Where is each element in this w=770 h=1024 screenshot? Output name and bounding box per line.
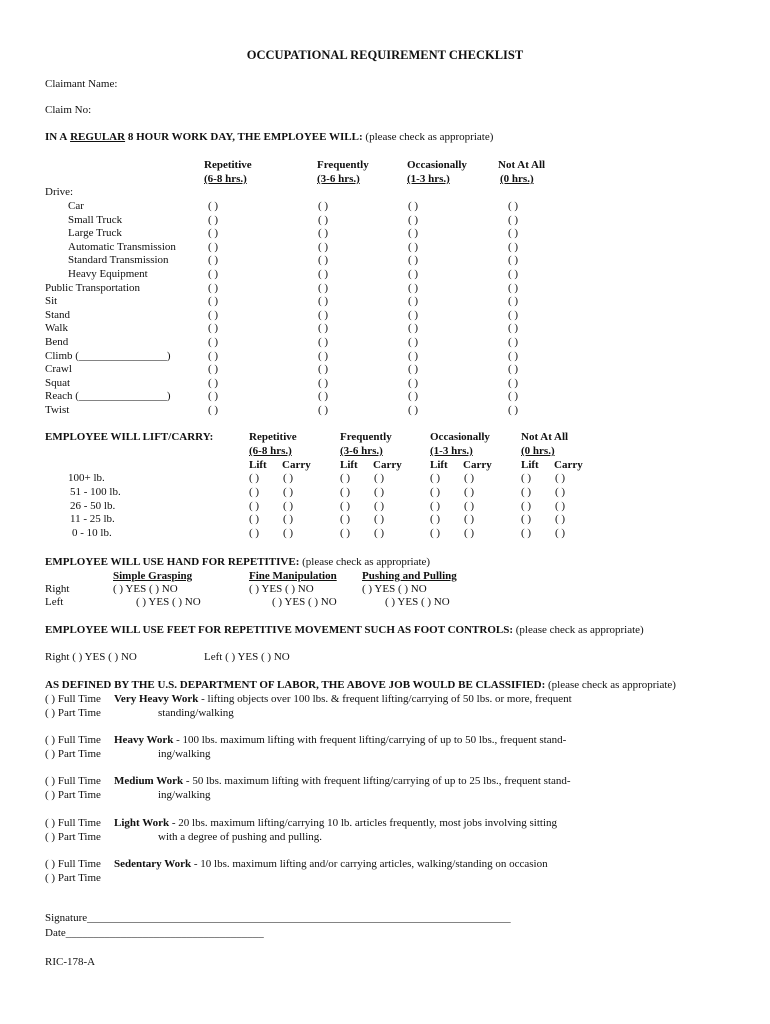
classification-name: Heavy Work: [114, 734, 174, 746]
checkbox-occasionally[interactable]: ( ): [408, 295, 419, 308]
checkbox-occasionally[interactable]: ( ): [408, 308, 419, 321]
classification-desc-cont: standing/walking: [158, 707, 234, 719]
hand-left-label: Left: [45, 596, 64, 608]
signature-line[interactable]: Signature_____________________________________________________________________________: [45, 912, 511, 924]
activity-label: Standard Transmission: [68, 254, 169, 267]
activity-label: Twist: [45, 404, 70, 416]
checkbox-frequently[interactable]: ( ): [318, 363, 329, 376]
activity-label: Sit: [45, 295, 58, 308]
checkbox-repetitive[interactable]: ( ): [208, 322, 219, 335]
checkbox-frequently[interactable]: ( ): [318, 390, 329, 403]
full-time-checkbox[interactable]: ( ) Full Time: [45, 775, 101, 787]
page-title: OCCUPATIONAL REQUIREMENT CHECKLIST: [246, 48, 524, 62]
checkbox-frequently[interactable]: ( ): [318, 308, 329, 321]
checkbox-repetitive[interactable]: ( ): [208, 227, 219, 240]
classification-desc: - 20 lbs. maximum lifting/carrying 10 lb. articles frequently, most jobs involving sitting: [169, 817, 558, 829]
lift-checkbox-repetitive[interactable]: ( ): [249, 485, 260, 498]
checkbox-frequently[interactable]: ( ): [318, 281, 329, 294]
classification-heading: [45, 679, 676, 692]
claim-number-label: Claim No:: [45, 104, 92, 116]
full-time-checkbox[interactable]: ( ) Full Time: [45, 858, 101, 870]
checkbox-occasionally[interactable]: ( ): [408, 349, 419, 362]
checkbox-repetitive[interactable]: ( ): [208, 268, 219, 280]
classification-desc: - 100 lbs. maximum lifting with frequent lifting/carrying of up to 50 lbs., frequent stand-: [173, 734, 567, 746]
checkbox-repetitive[interactable]: ( ): [208, 390, 219, 403]
part-time-checkbox[interactable]: ( ) Part Time: [45, 831, 101, 843]
activity-label: Crawl: [45, 363, 72, 376]
classification-desc: - 10 lbs. maximum lifting and/or carrying articles, walking/standing on occasion: [191, 858, 548, 870]
checkbox-not-at-all[interactable]: ( ): [508, 376, 519, 389]
workday-colon: :: [358, 131, 363, 143]
carry-checkbox-frequently[interactable]: ( ): [374, 499, 385, 512]
carry-checkbox-repetitive[interactable]: ( ): [283, 499, 294, 512]
lift-label: Lift: [249, 459, 267, 471]
checkbox-repetitive[interactable]: ( ): [208, 363, 219, 376]
weight-label: 26 - 50 lb.: [70, 499, 116, 512]
carry-checkbox-not-at-all[interactable]: ( ): [555, 472, 566, 484]
left-fine-manipulation-yesno[interactable]: ( ) YES ( ) NO: [272, 596, 337, 608]
carry-checkbox-occasionally[interactable]: ( ): [464, 513, 475, 526]
checkbox-occasionally[interactable]: ( ): [408, 227, 419, 240]
checkbox-repetitive[interactable]: ( ): [208, 349, 219, 362]
lift-header-frequently-range: (3-6 hrs.): [340, 445, 383, 457]
carry-checkbox-not-at-all[interactable]: ( ): [555, 499, 566, 512]
lift-carry-heading: EMPLOYEE WILL LIFT/CARRY:: [45, 431, 214, 443]
checkbox-frequently[interactable]: ( ): [318, 200, 329, 212]
checkbox-not-at-all[interactable]: ( ): [508, 308, 519, 321]
carry-label: Carry: [554, 459, 583, 471]
weight-label: 100+ lb.: [68, 472, 105, 484]
header-not-at-all-range: (0 hrs.): [500, 173, 534, 185]
checkbox-not-at-all[interactable]: ( ): [508, 254, 519, 267]
activity-label: Heavy Equipment: [68, 268, 148, 280]
carry-checkbox-frequently[interactable]: ( ): [374, 485, 385, 498]
full-time-checkbox[interactable]: ( ) Full Time: [45, 817, 101, 829]
weight-label: 11 - 25 lb.: [70, 513, 115, 526]
lift-header-occasionally: Occasionally: [430, 431, 490, 443]
carry-checkbox-occasionally[interactable]: ( ): [464, 527, 475, 540]
checkbox-occasionally[interactable]: ( ): [408, 200, 419, 212]
carry-checkbox-occasionally[interactable]: ( ): [464, 485, 475, 498]
activity-label: Walk: [45, 322, 68, 335]
checkbox-frequently[interactable]: ( ): [318, 404, 329, 416]
lift-checkbox-not-at-all[interactable]: ( ): [521, 499, 532, 512]
classification-desc-cont: ing/walking: [158, 789, 211, 801]
classification-colon: :: [541, 679, 546, 691]
checkbox-occasionally[interactable]: ( ): [408, 363, 419, 376]
checkbox-repetitive[interactable]: ( ): [208, 308, 219, 321]
workday-heading: [45, 131, 493, 144]
lift-checkbox-occasionally[interactable]: ( ): [430, 527, 441, 540]
lift-checkbox-occasionally[interactable]: ( ): [430, 499, 441, 512]
carry-checkbox-occasionally[interactable]: ( ): [464, 499, 475, 512]
classification-name: Light Work: [114, 817, 170, 829]
activity-label: Car: [68, 200, 84, 212]
activity-label: Stand: [45, 308, 71, 321]
lift-label: Lift: [340, 459, 358, 471]
checkbox-occasionally[interactable]: ( ): [408, 404, 419, 416]
checkbox-occasionally[interactable]: ( ): [408, 376, 419, 389]
checkbox-repetitive[interactable]: ( ): [208, 254, 219, 267]
checkbox-repetitive[interactable]: ( ): [208, 376, 219, 389]
activity-label: Automatic Transmission: [68, 240, 176, 253]
feet-heading: [45, 624, 644, 637]
classification-desc: - 50 lbs. maximum lifting with frequent lifting/carrying of up to 25 lbs., frequent stand-: [183, 775, 571, 787]
checkbox-not-at-all[interactable]: ( ): [508, 322, 519, 335]
checkbox-not-at-all[interactable]: ( ): [508, 295, 519, 308]
classification-desc-cont: with a degree of pushing and pulling.: [158, 831, 323, 843]
lift-label: Lift: [430, 459, 448, 471]
checkbox-occasionally[interactable]: ( ): [408, 240, 419, 253]
feet-right-yesno[interactable]: Right ( ) YES ( ) NO: [45, 651, 137, 663]
part-time-checkbox[interactable]: ( ) Part Time: [45, 707, 101, 719]
lift-checkbox-repetitive[interactable]: ( ): [249, 472, 260, 484]
classification-heading-text: AS DEFINED BY THE U.S. DEPARTMENT OF LABOR, THE ABOVE JOB WOULD BE CLASSIFIED: [45, 679, 542, 691]
lift-checkbox-frequently[interactable]: ( ): [340, 513, 351, 526]
workday-prefix: IN A: [45, 131, 68, 143]
lift-checkbox-repetitive[interactable]: ( ): [249, 499, 260, 512]
right-fine-manipulation-yesno[interactable]: ( ) YES ( ) NO: [249, 583, 314, 595]
carry-label: Carry: [282, 459, 311, 471]
part-time-checkbox[interactable]: ( ) Part Time: [45, 789, 101, 801]
carry-checkbox-repetitive[interactable]: ( ): [283, 527, 294, 540]
classification-name: Very Heavy Work: [114, 693, 199, 705]
activity-label: Reach (________________): [45, 390, 171, 403]
simple-grasping-header: Simple Grasping: [113, 570, 193, 582]
date-line[interactable]: Date____________________________________: [45, 927, 264, 939]
lift-checkbox-frequently[interactable]: ( ): [340, 527, 351, 540]
classification-note: (please check as appropriate): [547, 679, 676, 691]
left-pushing-pulling-yesno[interactable]: ( ) YES ( ) NO: [385, 596, 450, 608]
classification-description: [114, 734, 566, 747]
carry-checkbox-not-at-all[interactable]: ( ): [555, 527, 566, 540]
weight-label: 0 - 10 lb.: [72, 527, 112, 540]
lift-header-repetitive-range: (6-8 hrs.): [249, 445, 292, 457]
activity-label: Small Truck: [68, 213, 123, 226]
fine-manipulation-header: Fine Manipulation: [249, 570, 337, 582]
lift-header-repetitive: Repetitive: [249, 431, 297, 443]
classification-desc-cont: ing/walking: [158, 748, 211, 760]
checkbox-not-at-all[interactable]: ( ): [508, 390, 519, 403]
checkbox-frequently[interactable]: ( ): [318, 376, 329, 389]
part-time-checkbox[interactable]: ( ) Part Time: [45, 872, 101, 884]
checkbox-occasionally[interactable]: ( ): [408, 336, 419, 348]
classification-description: [114, 817, 557, 830]
lift-checkbox-repetitive[interactable]: ( ): [249, 527, 260, 540]
checkbox-repetitive[interactable]: ( ): [208, 281, 219, 294]
classification-name: Medium Work: [114, 775, 184, 787]
checkbox-occasionally[interactable]: ( ): [408, 281, 419, 294]
carry-checkbox-repetitive[interactable]: ( ): [283, 513, 294, 526]
right-simple-grasping-yesno[interactable]: ( ) YES ( ) NO: [113, 583, 178, 595]
classification-description: [114, 775, 571, 788]
checkbox-frequently[interactable]: ( ): [318, 268, 329, 280]
lift-header-occasionally-range: (1-3 hrs.): [430, 445, 473, 457]
form-id: RIC-178-A: [45, 956, 96, 968]
checkbox-frequently[interactable]: ( ): [318, 336, 329, 348]
hand-note: (please check as appropriate): [302, 556, 431, 568]
carry-checkbox-not-at-all[interactable]: ( ): [555, 485, 566, 498]
feet-note: (please check as appropriate): [515, 624, 644, 636]
hand-heading-text: EMPLOYEE WILL USE HAND FOR REPETITIVE:: [45, 556, 300, 568]
checkbox-occasionally[interactable]: ( ): [408, 390, 419, 403]
hand-heading: [45, 556, 430, 569]
checkbox-not-at-all[interactable]: ( ): [508, 200, 519, 212]
header-frequently-range: (3-6 hrs.): [317, 173, 360, 185]
checkbox-not-at-all[interactable]: ( ): [508, 336, 519, 348]
lift-checkbox-repetitive[interactable]: ( ): [249, 513, 260, 526]
checkbox-not-at-all[interactable]: ( ): [508, 227, 519, 240]
header-occasionally: Occasionally: [407, 159, 467, 171]
checkbox-repetitive[interactable]: ( ): [208, 295, 219, 308]
activity-label: Climb (________________): [45, 349, 171, 362]
checkbox-occasionally[interactable]: ( ): [408, 213, 419, 226]
left-simple-grasping-yesno[interactable]: ( ) YES ( ) NO: [136, 596, 201, 608]
header-frequently: Frequently: [317, 159, 369, 171]
activity-label: Public Transportation: [45, 281, 141, 294]
lift-checkbox-not-at-all[interactable]: ( ): [521, 485, 532, 498]
carry-label: Carry: [373, 459, 402, 471]
carry-checkbox-frequently[interactable]: ( ): [374, 527, 385, 540]
checkbox-occasionally[interactable]: ( ): [408, 322, 419, 335]
checkbox-not-at-all[interactable]: ( ): [508, 268, 519, 280]
feet-heading-text: EMPLOYEE WILL USE FEET FOR REPETITIVE MOVEMENT SUCH AS FOOT CONTROLS:: [45, 624, 514, 636]
weight-label: 51 - 100 lb.: [70, 485, 121, 498]
carry-checkbox-occasionally[interactable]: ( ): [464, 472, 475, 484]
checkbox-not-at-all[interactable]: ( ): [508, 404, 519, 416]
checkbox-not-at-all[interactable]: ( ): [508, 240, 519, 253]
lift-checkbox-frequently[interactable]: ( ): [340, 499, 351, 512]
activity-label: Squat: [45, 376, 71, 389]
lift-checkbox-occasionally[interactable]: ( ): [430, 485, 441, 498]
checkbox-not-at-all[interactable]: ( ): [508, 349, 519, 362]
checkbox-occasionally[interactable]: ( ): [408, 254, 419, 267]
activity-label: Large Truck: [68, 227, 122, 240]
hand-right-label: Right: [45, 583, 70, 595]
carry-label: Carry: [463, 459, 492, 471]
checkbox-frequently[interactable]: ( ): [318, 295, 329, 308]
classification-description: [114, 858, 548, 871]
lift-header-not-at-all-range: (0 hrs.): [521, 445, 555, 457]
carry-checkbox-repetitive[interactable]: ( ): [283, 485, 294, 498]
checkbox-repetitive[interactable]: ( ): [208, 213, 219, 226]
checkbox-not-at-all[interactable]: ( ): [508, 281, 519, 294]
header-occasionally-range: (1-3 hrs.): [407, 173, 450, 185]
lift-checkbox-occasionally[interactable]: ( ): [430, 513, 441, 526]
carry-checkbox-not-at-all[interactable]: ( ): [555, 513, 566, 526]
lift-checkbox-not-at-all[interactable]: ( ): [521, 527, 532, 540]
right-pushing-pulling-yesno[interactable]: ( ) YES ( ) NO: [362, 583, 427, 595]
classification-desc: - lifting objects over 100 lbs. & frequent lifting/carrying of 50 lbs. or more, frequent: [198, 693, 572, 705]
carry-checkbox-repetitive[interactable]: ( ): [283, 472, 294, 484]
checkbox-frequently[interactable]: ( ): [318, 213, 329, 226]
classification-description: [114, 693, 572, 706]
lift-checkbox-not-at-all[interactable]: ( ): [521, 472, 532, 484]
workday-regular: REGULAR: [70, 131, 126, 143]
lift-checkbox-frequently[interactable]: ( ): [340, 485, 351, 498]
full-time-checkbox[interactable]: ( ) Full Time: [45, 693, 101, 705]
checkbox-not-at-all[interactable]: ( ): [508, 363, 519, 376]
lift-checkbox-occasionally[interactable]: ( ): [430, 472, 441, 484]
header-not-at-all: Not At All: [498, 159, 546, 171]
workday-note: (please check as appropriate): [365, 131, 494, 143]
checkbox-repetitive[interactable]: ( ): [208, 404, 219, 416]
pushing-pulling-header: Pushing and Pulling: [362, 570, 457, 582]
header-repetitive: Repetitive: [204, 159, 252, 171]
carry-checkbox-frequently[interactable]: ( ): [374, 513, 385, 526]
checkbox-frequently[interactable]: ( ): [318, 240, 329, 253]
feet-left-yesno[interactable]: Left ( ) YES ( ) NO: [204, 651, 290, 663]
lift-checkbox-not-at-all[interactable]: ( ): [521, 513, 532, 526]
lift-header-not-at-all: Not At All: [521, 431, 569, 443]
carry-checkbox-frequently[interactable]: ( ): [374, 472, 385, 484]
classification-name: Sedentary Work: [114, 858, 192, 870]
drive-label: Drive:: [45, 186, 74, 198]
lift-label: Lift: [521, 459, 539, 471]
part-time-checkbox[interactable]: ( ) Part Time: [45, 748, 101, 760]
full-time-checkbox[interactable]: ( ) Full Time: [45, 734, 101, 746]
header-repetitive-range: (6-8 hrs.): [204, 173, 247, 185]
lift-checkbox-frequently[interactable]: ( ): [340, 472, 351, 484]
checkbox-repetitive[interactable]: ( ): [208, 336, 219, 348]
checkbox-frequently[interactable]: ( ): [318, 254, 329, 267]
lift-header-frequently: Frequently: [340, 431, 392, 443]
checkbox-not-at-all[interactable]: ( ): [508, 213, 519, 226]
checkbox-repetitive[interactable]: ( ): [208, 200, 219, 212]
workday-suffix: 8 HOUR WORK DAY, THE EMPLOYEE WILL: [127, 131, 359, 143]
activity-label: Bend: [45, 336, 69, 348]
checkbox-occasionally[interactable]: ( ): [408, 268, 419, 280]
claimant-name-label: Claimant Name:: [45, 78, 118, 90]
checkbox-frequently[interactable]: ( ): [318, 322, 329, 335]
checkbox-frequently[interactable]: ( ): [318, 349, 329, 362]
checkbox-repetitive[interactable]: ( ): [208, 240, 219, 253]
checkbox-frequently[interactable]: ( ): [318, 227, 329, 240]
